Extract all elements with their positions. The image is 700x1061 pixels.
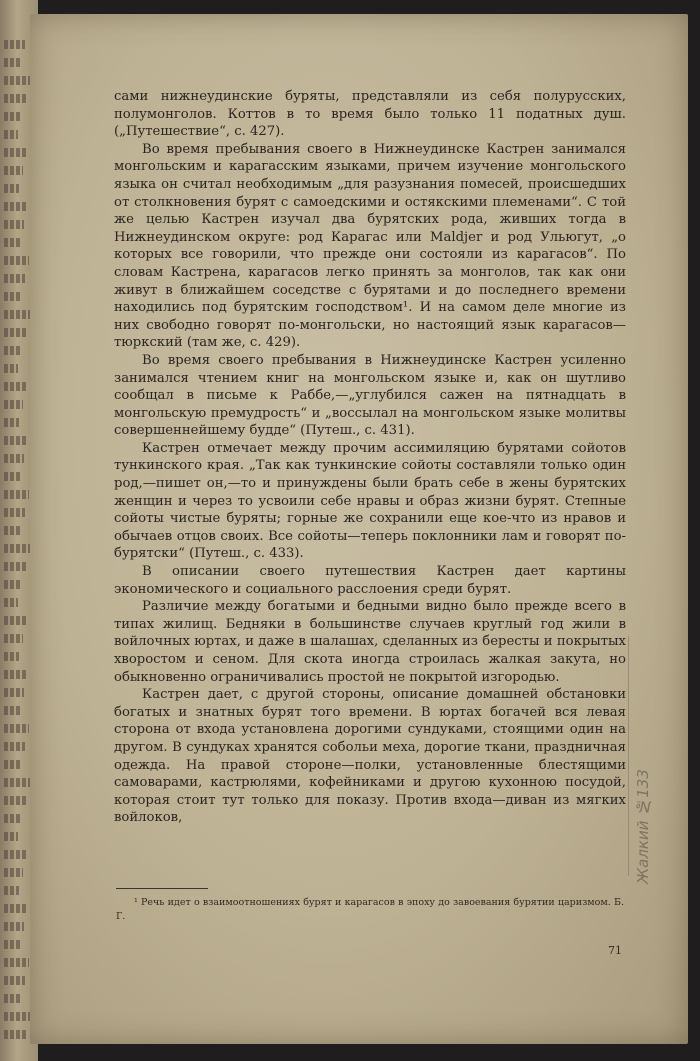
previous-page-text-fragment [4, 130, 18, 139]
paragraph-7: Кастрен дает, с другой стороны, описание домашней обстановки богатых и знатных бурят того времени. В юртах богачей вся левая сторона от входа установлена дорогими сундуками, стоящими один на другом. В сундуках хранятся собольи меха, дорогие ткани, праздничная одежда. На правой стороне—полки, установленные блестящими самоварами, кастрюлями, кофейниками и другою кухонною посудой, которая стоит тут только для показу. Против входа—диван из мягких войлоков, [114, 687, 626, 826]
previous-page-text-fragment [4, 940, 20, 949]
previous-page-text-fragment [4, 400, 23, 409]
previous-page-text-fragment [4, 598, 18, 607]
previous-page-text-fragment [4, 976, 25, 985]
previous-page-text-fragment [4, 508, 25, 517]
previous-page-text-fragment [4, 328, 26, 337]
paragraph-3: Во время своего пребывания в Нижнеудинске Кастрен усиленно занимался чтением книг на монгольском языке и, как он шутливо сообщал в письме к Раббе,—„углубился сажен на пятнадцать в монгольскую премудрость“ и „воссылал на монгольском языке молитвы совершеннейшему будде“ (Путеш., с. 431). [114, 352, 626, 439]
previous-page-text-fragment [4, 184, 19, 193]
previous-page-text-fragment [4, 832, 18, 841]
previous-page-text-fragment [4, 670, 28, 679]
paragraph-6: Различие между богатыми и бедными видно было прежде всего в типах жилищ. Бедняки в большинстве случаев круглый год жили в войлочных юртах, и даже в шалашах, сделанных из бересты и покрытых хворостом и сеном. Для скота иногда строилась жалкая закута, но обыкновенно ограничивались простой не покрытой изгородью. [114, 599, 626, 685]
previous-page-text-fragment [4, 742, 25, 751]
paragraph-5: В описании своего путешествия Кастрен дает картины экономического и социального расслоения среди бурят. [114, 564, 626, 597]
previous-page-text-fragment [4, 760, 21, 769]
previous-page-text-fragment [4, 310, 30, 319]
previous-page-text-fragment [4, 94, 26, 103]
previous-page-text-fragment [4, 256, 29, 265]
previous-page-text-fragment [4, 886, 19, 895]
previous-page-text-fragment [4, 454, 24, 463]
previous-page-text-fragment [4, 76, 30, 85]
previous-page-text-fragment [4, 1030, 26, 1039]
previous-page-text-fragment [4, 796, 26, 805]
previous-page-text-fragment [4, 706, 20, 715]
previous-page-text-fragment [4, 490, 29, 499]
previous-page-text-fragment [4, 220, 24, 229]
footnote-divider [116, 888, 208, 889]
margin-handwritten-note: Жалкий №133 [634, 769, 652, 884]
previous-page-text-fragment [4, 634, 23, 643]
footnote: ¹ Речь идет о взаимоотношениях бурят и карагасов в эпоху до завоевания бурятии царизмом. Б. Г. [116, 897, 624, 922]
previous-page-text-fragment [4, 238, 20, 247]
previous-page-text-fragment [4, 436, 28, 445]
previous-page-text-fragment [4, 418, 19, 427]
previous-page-text-fragment [4, 364, 18, 373]
previous-page-text-fragment [4, 904, 28, 913]
previous-page-text-fragment [4, 994, 21, 1003]
previous-page-text-fragment [4, 958, 29, 967]
previous-page-text-fragment [4, 616, 27, 625]
previous-page-text-fragment [4, 814, 22, 823]
previous-page-text-fragment [4, 202, 28, 211]
previous-page-text-fragment [4, 148, 27, 157]
previous-page-text-fragment [4, 166, 23, 175]
previous-page-text-fragment [4, 274, 25, 283]
previous-page-text-fragment [4, 526, 21, 535]
previous-page-text-fragment [4, 562, 26, 571]
previous-page-text-fragment [4, 922, 24, 931]
previous-page-text-fragment [4, 544, 30, 553]
paragraph-4: Кастрен отмечает между прочим ассимиляцию бурятами сойотов тункинского края. „Так как тункинские сойоты составляли только один род,—пишет он,—то и принуждены были брать себе в жены бурятских женщин и через то усвоили себе нравы и образ жизни бурят. Степные сойоты чистые буряты; горные же сохранили еще кое-что из нравов и обычаев отцов своих. Все сойоты—теперь поклонники лам и говорят по-бурятски“ (Путеш., с. 433). [114, 440, 626, 562]
previous-page-text-fragment [4, 850, 27, 859]
previous-page-text-fragment [4, 292, 21, 301]
previous-page-text-fragment [4, 382, 27, 391]
margin-pencil-line [628, 636, 629, 876]
paragraph-1: сами нижнеудинские буряты, представляли из себя полурусских, полумонголов. Коттов в то время было только 11 податных душ. („Путешествие“, с. 427). [114, 89, 626, 140]
body-text [114, 88, 626, 827]
previous-page-text-fragment [4, 868, 23, 877]
previous-page-text-fragment [4, 778, 30, 787]
previous-page-text-fragment [4, 40, 25, 49]
previous-page-text-fragment [4, 112, 22, 121]
previous-page-text-fragment [4, 346, 22, 355]
previous-page-text-fragment [4, 472, 20, 481]
previous-page-text-fragment [4, 724, 29, 733]
page-number: 71 [608, 944, 622, 957]
previous-page-text-fragment [4, 1012, 30, 1021]
previous-page-text-fragment [4, 652, 19, 661]
paragraph-2: Во время пребывания своего в Нижнеудинске Кастрен занимался монгольским и карагасским языками, причем изучение монгольского языка он считал необходимым „для разузнания помесей, происшедших от столкновения бурят с самоедскими и остякскими племенами“. С той же целью Кастрен изучал два бурятских рода, живших тогда в Нижнеудинском округе: род Карагас или Maldjer и род Ульюгут, „о которых все говорили, что прежде они состояли из карагасов“. По словам Кастрена, карагасов легко принять за монголов, так как они живут в ближайшем соседстве с бурятами и до последнего времени находились под бурятским господством¹. И на самом деле многие из них свободно говорят по-монгольски, но настоящий язык карагасов—тюркский (там же, с. 429). [114, 141, 626, 351]
book-page [30, 14, 688, 1044]
previous-page-text-fragment [4, 688, 24, 697]
previous-page-text-fragment [4, 580, 22, 589]
previous-page-text-fragment [4, 58, 21, 67]
